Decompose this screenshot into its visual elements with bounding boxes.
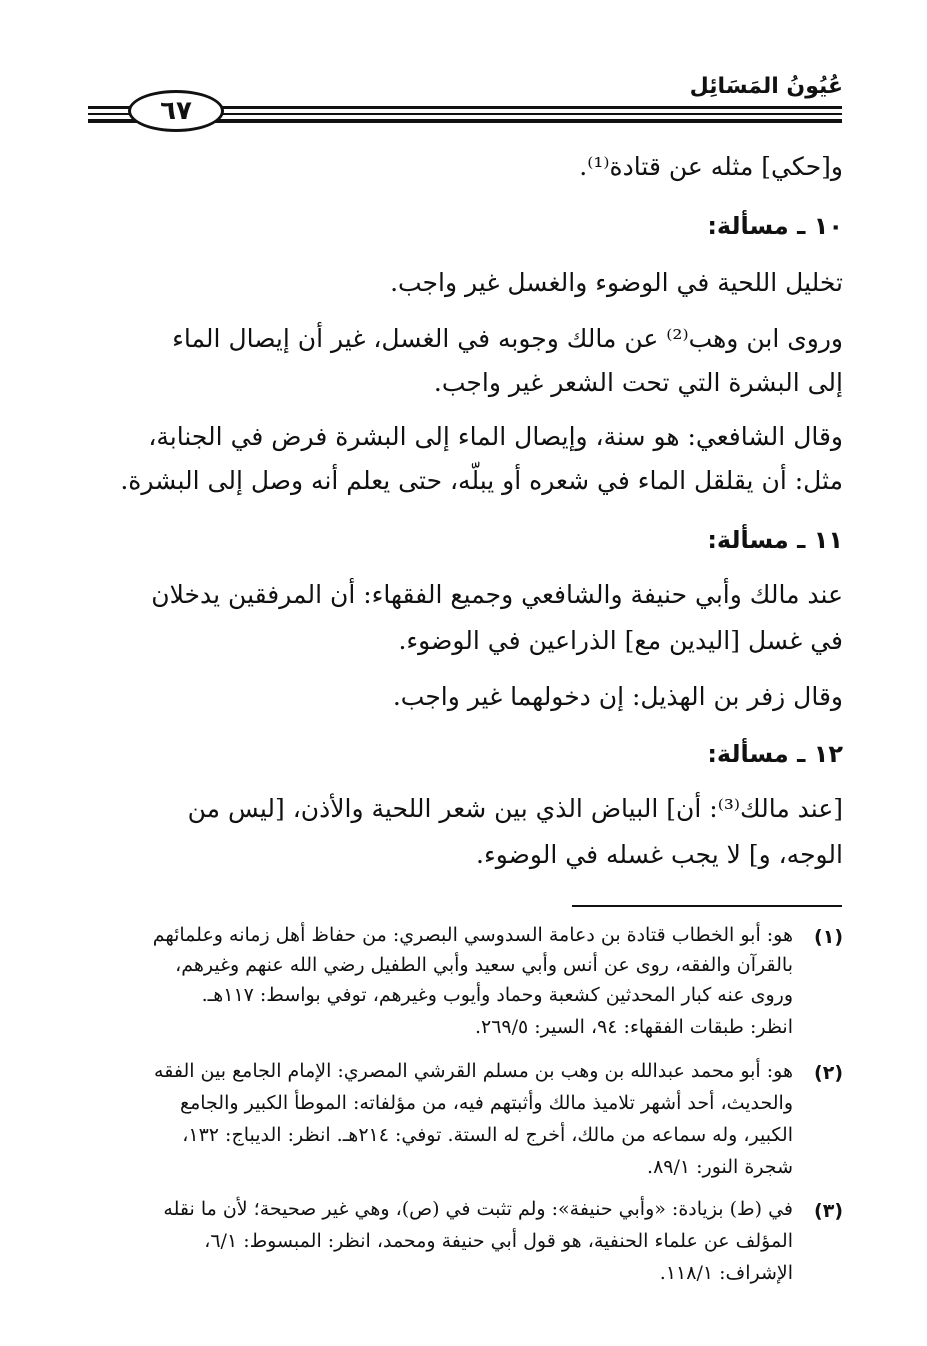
text-line: تخليل اللحية في الوضوء والغسل غير واجب. xyxy=(390,268,843,297)
footnote-line: هو: أبو الخطاب قتادة بن دعامة السدوسي البصري: من حفاظ أهل زمانه وعلمائهم xyxy=(152,924,793,946)
footnote-line: شجرة النور: ٨٩/١. xyxy=(647,1156,793,1178)
footnote-line: بالقرآن والفقه، روى عن أنس وأبي سعيد وأبي الطفيل رضي الله عنهم وغيرهم، xyxy=(175,954,793,976)
page-number: ٦٧ xyxy=(128,90,224,132)
issue-heading-10: ١٠ ـ مسألة: xyxy=(707,212,843,240)
text-line: [عند مالك⁽³⁾: أن] البياض الذي بين شعر اللحية والأذن، [ليس من xyxy=(187,794,843,823)
footnote-number: (٣) xyxy=(814,1200,843,1222)
page-header xyxy=(0,0,927,140)
text-line: إلى البشرة التي تحت الشعر غير واجب. xyxy=(433,368,843,397)
text-line: وروى ابن وهب⁽²⁾ عن مالك وجوبه في الغسل، غير أن إيصال الماء xyxy=(172,324,843,353)
footnote-line: هو: أبو محمد عبدالله بن وهب بن مسلم القرشي المصري: الإمام الجامع بين الفقه xyxy=(154,1060,793,1082)
footnote-separator xyxy=(572,905,842,907)
footnote-line: والحديث، أحد أشهر تلاميذ مالك وأثبتهم فيه، من مؤلفاته: الموطأ الكبير والجامع xyxy=(179,1092,793,1114)
footnote-number: (١) xyxy=(814,926,843,948)
text-line: في غسل [اليدين مع] الذراعين في الوضوء. xyxy=(398,626,843,655)
text-line: و[حكي] مثله عن قتادة⁽¹⁾. xyxy=(579,152,843,181)
text-line: الوجه، و] لا يجب غسله في الوضوء. xyxy=(476,840,843,869)
text-line: وقال الشافعي: هو سنة، وإيصال الماء إلى البشرة فرض في الجنابة، xyxy=(148,422,843,451)
footnote-line: الكبير، وله سماعه من مالك، أخرج له الستة. توفي: ٢١٤هـ. انظر: الديباج: ١٣٢، xyxy=(182,1124,793,1146)
footnote-line: وروى عنه كبار المحدثين كشعبة وحماد وأيوب وغيرهم، توفي بواسط: ١١٧هـ. xyxy=(201,984,793,1006)
text-line: مثل: أن يقلقل الماء في شعره أو يبلّه، حتى يعلم أنه وصل إلى البشرة. xyxy=(120,466,843,495)
footnote-number: (٢) xyxy=(814,1062,843,1084)
footnote-line: الإشراف: ١١٨/١. xyxy=(659,1262,793,1284)
footnote-line: المؤلف عن علماء الحنفية، هو قول أبي حنيفة ومحمد، انظر: المبسوط: ٦/١، xyxy=(204,1230,793,1252)
footnote-line: انظر: طبقات الفقهاء: ٩٤، السير: ٢٦٩/٥. xyxy=(474,1016,793,1038)
text-line: عند مالك وأبي حنيفة والشافعي وجميع الفقهاء: أن المرفقين يدخلان xyxy=(151,580,843,609)
issue-heading-11: ١١ ـ مسألة: xyxy=(707,526,843,554)
book-title: عُيُونُ المَسَائِل xyxy=(689,74,843,99)
text-line: وقال زفر بن الهذيل: إن دخولهما غير واجب. xyxy=(392,682,843,711)
footnote-line: في (ط) بزيادة: «وأبي حنيفة»: ولم تثبت في (ص)، وهي غير صحيحة؛ لأن ما نقله xyxy=(163,1198,793,1220)
issue-heading-12: ١٢ ـ مسألة: xyxy=(707,740,843,768)
